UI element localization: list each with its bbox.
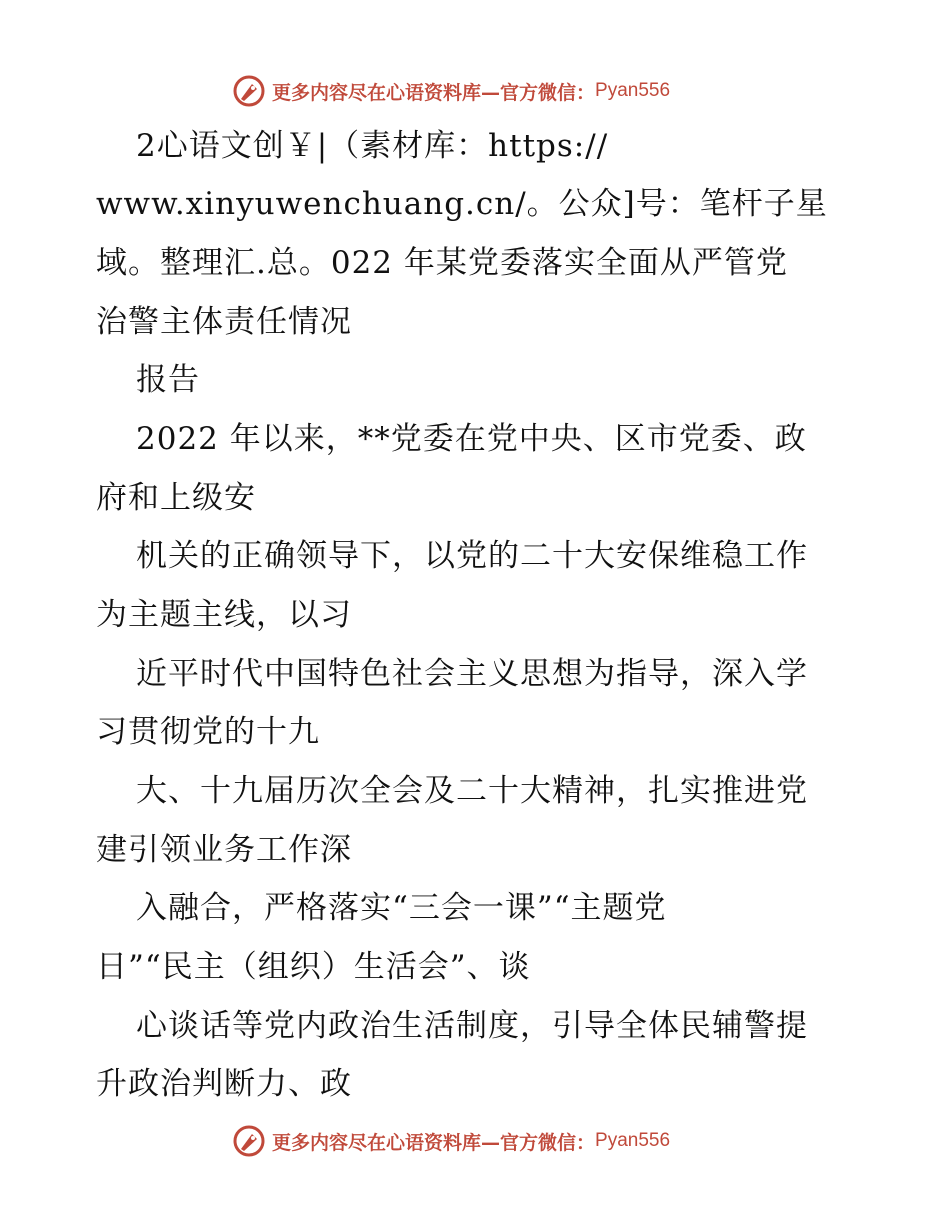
text-line: 为主题主线，以习 xyxy=(96,597,352,633)
text-line: 建引领业务工作深 xyxy=(96,832,352,868)
watermark-contact: Pyan556 xyxy=(595,1130,671,1151)
pen-nib-logo-icon xyxy=(232,1124,266,1158)
text-line: www.xinyuwenchuang.cn/。公众]号：笔杆子星 xyxy=(96,186,828,222)
pen-nib-logo-icon xyxy=(232,74,266,108)
watermark-banner-top xyxy=(232,72,670,110)
text-line: 升政治判断力、政 xyxy=(96,1066,352,1102)
text-line: 2心语文创￥|（素材库：https:// xyxy=(136,128,609,164)
text-line: 入融合，严格落实“三会一课”“主题党 xyxy=(136,890,667,926)
text-line: 报告 xyxy=(136,362,200,398)
watermark-contact: Pyan556 xyxy=(595,80,671,101)
text-line: 域。整理汇.总。022 年某党委落实全面从严管党 xyxy=(96,245,788,281)
text-line: 近平时代中国特色社会主义思想为指导，深入学 xyxy=(136,656,808,692)
text-line: 大、十九届历次全会及二十大精神，扎实推进党 xyxy=(136,773,808,809)
watermark-banner-bottom xyxy=(232,1122,670,1160)
text-line: 治警主体责任情况 xyxy=(96,304,352,340)
watermark-text: 更多内容尽在心语资料库—官方微信： xyxy=(272,1131,596,1154)
text-line: 日”“民主（组织）生活会”、谈 xyxy=(96,949,531,985)
text-line: 府和上级安 xyxy=(96,480,256,516)
text-line: 习贯彻党的十九 xyxy=(96,714,320,750)
text-line: 机关的正确领导下，以党的二十大安保维稳工作 xyxy=(136,538,808,574)
text-line: 2022 年以来，**党委在党中央、区市党委、政 xyxy=(136,421,807,457)
watermark-text: 更多内容尽在心语资料库—官方微信： xyxy=(272,81,596,104)
text-line: 心谈话等党内政治生活制度，引导全体民辅警提 xyxy=(136,1008,808,1044)
